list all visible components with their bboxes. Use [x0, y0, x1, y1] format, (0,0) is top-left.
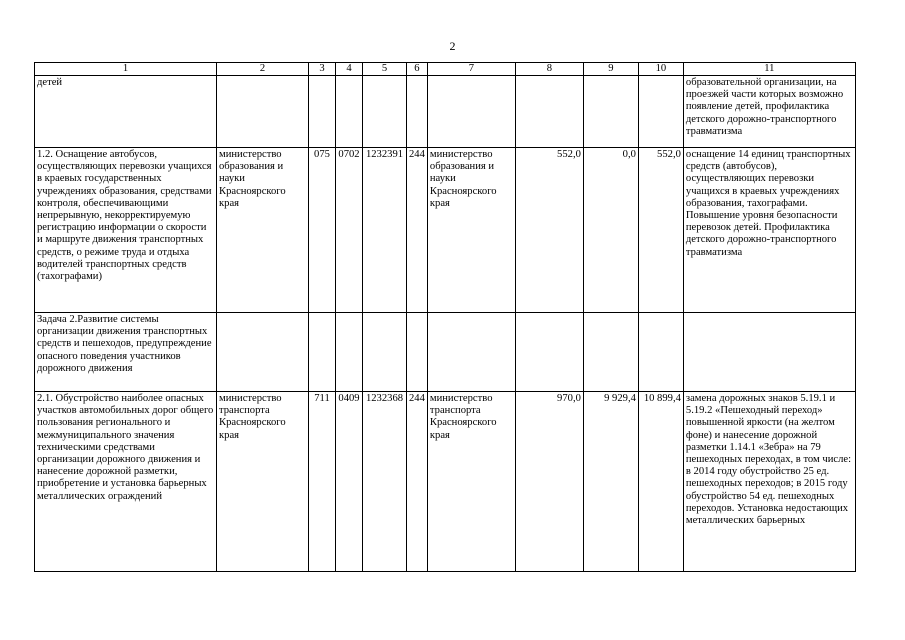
table-row: [35, 313, 856, 392]
total-cell: [638, 313, 683, 392]
column-header: 11: [683, 63, 855, 76]
executor-cell: [427, 76, 515, 148]
executor-cell: министерство транспорта Красноярского края: [427, 392, 515, 572]
grbs-code-cell: [309, 76, 336, 148]
grbs-code-cell: 075: [309, 148, 336, 313]
measure-name-cell: 2.1. Обустройство наиболее опасных участков автомобильных дорог общего пользования регионального и межмуниципального значения техническими средствами организации дорожного движения и нанесение дорожной разметки, приобретение и установка барьерных металлических ограждений: [35, 392, 217, 572]
total-cell: [638, 76, 683, 148]
responsible-cell: министерство транспорта Красноярского края: [217, 392, 309, 572]
result-cell: оснащение 14 единиц транспортных средств (автобусов), осуществляющих перевозки учащихся в краевых учреждениях образования, тахографами. Повышение уровня безопасности перевозок детей. Профилактика детского дорожно-транспортного травматизма: [683, 148, 855, 313]
table-header-row: [35, 63, 856, 76]
column-header: 6: [407, 63, 428, 76]
table-row: [35, 76, 856, 148]
total-cell: 10 899,4: [638, 392, 683, 572]
target-article-cell: 1232391: [363, 148, 407, 313]
responsible-cell: министерство образования и науки Красноярского края: [217, 148, 309, 313]
result-cell: [683, 313, 855, 392]
program-measures-table: [34, 62, 856, 572]
expense-type-cell: 244: [407, 148, 428, 313]
column-header: 1: [35, 63, 217, 76]
target-article-cell: [363, 313, 407, 392]
column-header: 2: [217, 63, 309, 76]
column-header: 7: [427, 63, 515, 76]
expense-type-cell: [407, 76, 428, 148]
amount-cell: [583, 313, 638, 392]
total-cell: 552,0: [638, 148, 683, 313]
responsible-cell: [217, 313, 309, 392]
page-number: 2: [449, 39, 456, 53]
column-header: 4: [336, 63, 363, 76]
expense-type-cell: [407, 313, 428, 392]
expense-type-cell: 244: [407, 392, 428, 572]
section-code-cell: 0702: [336, 148, 363, 313]
amount-cell: 9 929,4: [583, 392, 638, 572]
column-header: 8: [515, 63, 583, 76]
amount-cell: [583, 76, 638, 148]
section-code-cell: [336, 313, 363, 392]
grbs-code-cell: 711: [309, 392, 336, 572]
column-header: 3: [309, 63, 336, 76]
table-row: [35, 148, 856, 313]
column-header: 9: [583, 63, 638, 76]
result-cell: образовательной организации, на проезжей части которых возможно появление детей, профилактика детского дорожно-транспортного травматизма: [683, 76, 855, 148]
responsible-cell: [217, 76, 309, 148]
amount-cell: [515, 313, 583, 392]
amount-cell: [515, 76, 583, 148]
grbs-code-cell: [309, 313, 336, 392]
amount-cell: 970,0: [515, 392, 583, 572]
executor-cell: [427, 313, 515, 392]
measure-name-cell: детей: [35, 76, 217, 148]
target-article-cell: [363, 76, 407, 148]
column-header: 10: [638, 63, 683, 76]
task-name-cell: Задача 2.Развитие системы организации движения транспортных средств и пешеходов, предупреждение опасного поведения участников дорожного движения: [35, 313, 217, 392]
section-code-cell: 0409: [336, 392, 363, 572]
section-code-cell: [336, 76, 363, 148]
amount-cell: 552,0: [515, 148, 583, 313]
column-header: 5: [363, 63, 407, 76]
executor-cell: министерство образования и науки Красноярского края: [427, 148, 515, 313]
table-row: [35, 392, 856, 572]
amount-cell: 0,0: [583, 148, 638, 313]
target-article-cell: 1232368: [363, 392, 407, 572]
measure-name-cell: 1.2. Оснащение автобусов, осуществляющих перевозки учащихся в краевых государственных учреждениях образования, средствами контроля, обеспечивающими непрерывную, некорректируемую регистрацию информации о скорости и маршруте движения транспортных средств, о режиме труда и отдыха водителей транспортных средств (тахографами): [35, 148, 217, 313]
result-cell: замена дорожных знаков 5.19.1 и 5.19.2 «Пешеходный переход» повышенной яркости (на желтом фоне) и нанесение дорожной разметки 1.14.1 «Зебра» на 79 пешеходных переходах, в том числе: в 2014 году обустройство 25 ед. пешеходных переходов; в 2015 году обустройство 54 ед. пешеходных переходов. Установка недостающих металлических барьерных: [683, 392, 855, 572]
